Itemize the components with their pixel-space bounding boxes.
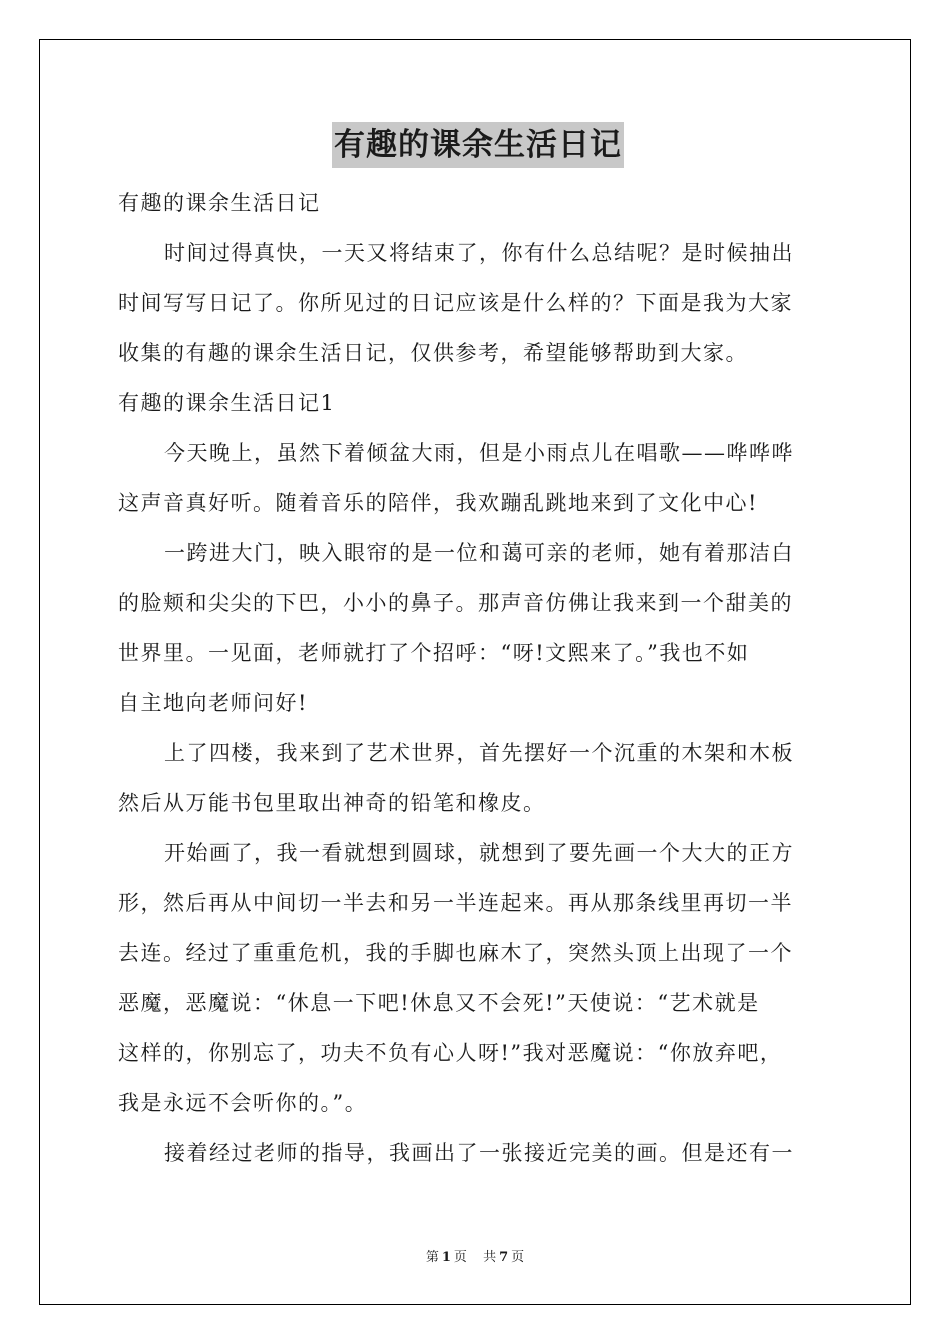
text-line: 去连。经过了重重危机，我的手脚也麻木了，突然头顶上出现了一个 (118, 941, 793, 965)
text-line: 接着经过老师的指导，我画出了一张接近完美的画。但是还有一 (164, 1141, 794, 1165)
text-line: 我是永远不会听你的。”。 (118, 1091, 368, 1115)
document-title: 有趣的课余生活日记 (332, 122, 624, 168)
text-line: 形，然后再从中间切一半去和另一半连起来。再从那条线里再切一半 (118, 891, 793, 915)
text-line: 时间过得真快，一天又将结束了，你有什么总结呢？是时候抽出 (164, 241, 794, 265)
page-total-number: 7 (499, 1250, 509, 1265)
text-line: 自主地向老师问好! (118, 691, 308, 715)
page-total (480, 1250, 527, 1265)
text-line: 一跨进大门，映入眼帘的是一位和蔼可亲的老师，她有着那洁白 (164, 541, 794, 565)
document-body (118, 122, 838, 1178)
text-line: 时间写写日记了。你所见过的日记应该是什么样的？下面是我为大家 (118, 291, 793, 315)
page-suffix: 页 (453, 1250, 467, 1265)
text-line: 世界里。一见面，老师就打了个招呼：“呀!文熙来了。”我也不如 (118, 641, 750, 665)
page-prefix: 第 (425, 1250, 439, 1265)
text-line: 上了四楼，我来到了艺术世界，首先摆好一个沉重的木架和木板 (164, 741, 794, 765)
text-line: 恶魔，恶魔说：“休息一下吧!休息又不会死!”天使说：“艺术就是 (118, 991, 760, 1015)
text-line: 这声音真好听。随着音乐的陪伴，我欢蹦乱跳地来到了文化中心! (118, 491, 758, 515)
text-line: 然后从万能书包里取出神奇的铅笔和橡皮。 (118, 791, 546, 815)
text-line: 的脸颊和尖尖的下巴，小小的鼻子。那声音仿佛让我来到一个甜美的 (118, 591, 793, 615)
text-line: 开始画了，我一看就想到圆球，就想到了要先画一个大大的正方 (164, 841, 794, 865)
page-number (423, 1250, 470, 1265)
page-footer (0, 1246, 950, 1265)
text-line: 这样的，你别忘了，功夫不负有心人呀!”我对恶魔说：“你放弃吧， (118, 1041, 783, 1065)
text-line: 今天晚上，虽然下着倾盆大雨，但是小雨点儿在唱歌——哗哗哗 (164, 441, 794, 465)
text-lines (118, 178, 838, 1178)
text-line: 有趣的课余生活日记1 (118, 391, 336, 415)
text-line: 有趣的课余生活日记 (118, 191, 321, 215)
total-suffix: 页 (511, 1250, 525, 1265)
title-wrap (118, 122, 838, 172)
text-line: 收集的有趣的课余生活日记，仅供参考，希望能够帮助到大家。 (118, 341, 748, 365)
total-prefix: 共 (483, 1250, 497, 1265)
page-current: 1 (441, 1250, 451, 1265)
